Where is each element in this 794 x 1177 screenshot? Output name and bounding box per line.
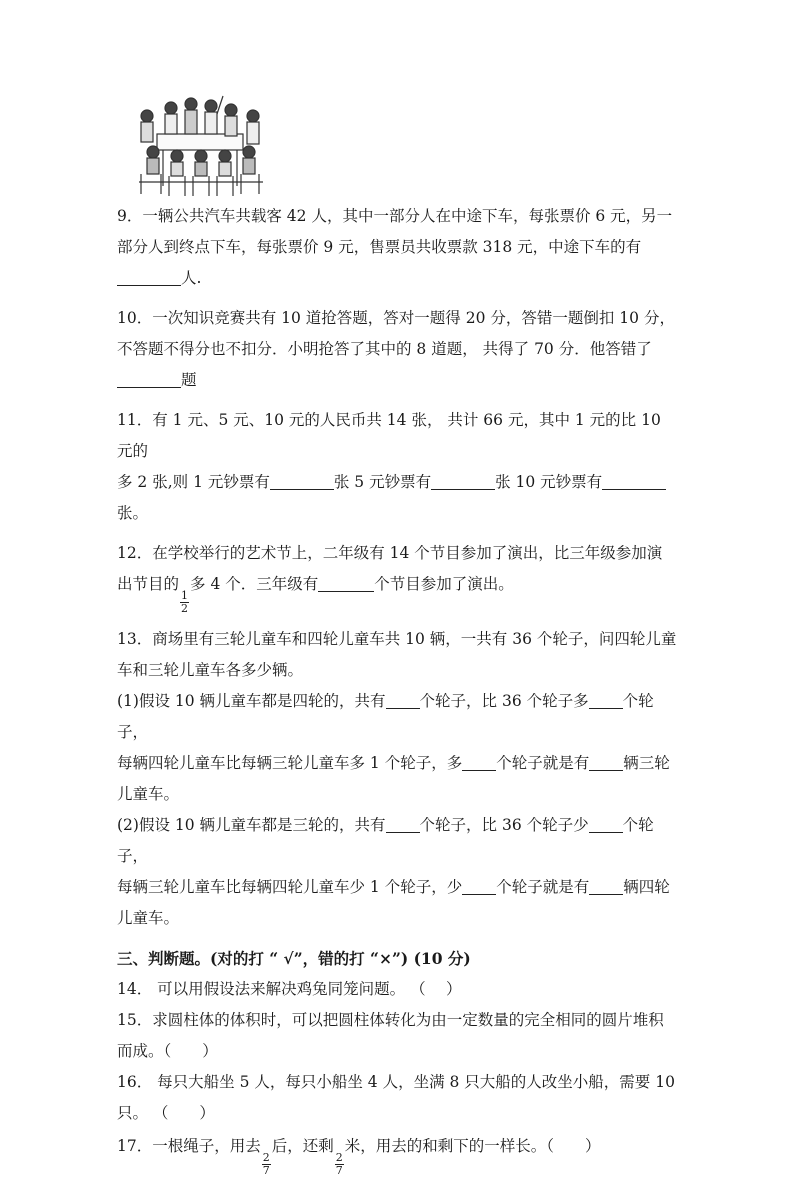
q10-line2: 不答题不得分也不扣分．小明抢答了其中的 8 道题， 共得了 70 分．他答错了: [117, 340, 652, 358]
q13-s2-b: 个轮子，比 36 个轮子少: [419, 816, 589, 834]
q17-part3: 米，用去的和剩下的一样长。（ ）: [344, 1137, 601, 1155]
q16-line2: 只。 （ ）: [117, 1104, 215, 1122]
q15-line1: 15．求圆柱体的体积时，可以把圆柱体转化为由一定数量的完全相同的圆片堆积: [117, 1011, 664, 1029]
q13-s2-blank-less[interactable]: [589, 814, 623, 833]
q13-s2-e: 个轮子就是有: [496, 878, 590, 896]
q11-line1: 11．有 1 元、5 元、10 元的人民币共 14 张， 共计 66 元，其中 1 元的比 10 元的: [117, 411, 661, 460]
q13-s1-e: 个轮子就是有: [496, 754, 590, 772]
q13-s2-a: (2)假设 10 辆儿童车都是三轮的，共有: [117, 816, 386, 834]
q11-tail: 张。: [117, 504, 149, 522]
q13-s1-line2: [117, 748, 677, 779]
q13-s2-c: 个轮子，: [117, 816, 654, 865]
q10-tail: 题: [181, 371, 197, 389]
q12-frac-den: 2: [181, 602, 189, 615]
q17-fraction-2: [335, 1152, 344, 1177]
q13-s1-blank-count[interactable]: [589, 752, 623, 771]
q9-line3: [117, 263, 677, 294]
q13-s1-f: 辆三轮: [623, 754, 670, 772]
q13-s2-line1: [117, 810, 677, 872]
q11-blank-5yuan[interactable]: [431, 471, 495, 490]
question-10: [117, 303, 677, 396]
q13-s2-blank-total[interactable]: [386, 814, 420, 833]
q13-s2-d: 每辆三轮儿童车比每辆四轮儿童车少 1 个轮子，少: [117, 878, 463, 896]
q13-line1: 13．商场里有三轮儿童车和四轮儿童车共 10 辆，一共有 36 个轮子，问四轮儿童: [117, 630, 677, 648]
question-13: [117, 624, 677, 934]
q11-part2: 张 5 元钞票有: [333, 473, 432, 491]
q9-answer-blank[interactable]: [117, 267, 181, 286]
q12-line2: [117, 569, 677, 615]
q13-s1-line1: [117, 686, 677, 748]
question-12: [117, 538, 677, 615]
question-9: [117, 201, 677, 294]
q13-s2-f: 辆四轮: [623, 878, 670, 896]
q12-part1: 出节目的: [117, 575, 180, 593]
q17-f1-den: 7: [262, 1164, 270, 1177]
q17-f1-num: 2: [262, 1151, 270, 1164]
q15-line2: 而成。（ ）: [117, 1042, 218, 1060]
q13-line2: 车和三轮儿童车各多少辆。: [117, 661, 304, 679]
q9-tail: 人.: [181, 269, 202, 287]
question-17: [117, 1131, 677, 1177]
questions-content: [117, 201, 677, 1177]
q10-line3: [117, 365, 677, 396]
q13-s1-line3: 儿童车。: [117, 785, 180, 803]
q9-line1: 9．一辆公共汽车共载客 42 人，其中一部分人在中途下车，每张票价 6 元，另一: [117, 207, 673, 225]
q11-part1: 多 2 张,则 1 元钞票有: [117, 473, 270, 491]
q13-s1-d: 每辆四轮儿童车比每辆三轮儿童车多 1 个轮子，多: [117, 754, 463, 772]
q11-part3: 张 10 元钞票有: [495, 473, 603, 491]
question-16: [117, 1067, 677, 1129]
section-3-title: 三、判断题。(对的打 “ √”，错的打 “×”) (10 分): [117, 949, 471, 968]
q13-s1-b: 个轮子，比 36 个轮子多: [419, 692, 589, 710]
q17-part2: 后，还剩: [271, 1137, 334, 1155]
question-11: [117, 405, 677, 529]
people-at-table-illustration: [127, 86, 273, 198]
q12-frac-num: 1: [181, 589, 189, 602]
q13-s2-line2: [117, 872, 677, 903]
q12-answer-blank[interactable]: [318, 573, 374, 592]
q10-answer-blank[interactable]: [117, 369, 181, 388]
question-14: 14． 可以用假设法来解决鸡兔同笼问题。 （ ）: [117, 980, 462, 998]
q11-blank-10yuan[interactable]: [602, 471, 666, 490]
q11-line2: [117, 467, 677, 498]
q11-blank-1yuan[interactable]: [270, 471, 334, 490]
q12-tail: 个节目参加了演出。: [374, 575, 514, 593]
q13-s1-c: 个轮子，: [117, 692, 654, 741]
q12-fraction: [180, 590, 189, 615]
q13-s2-blank-count[interactable]: [589, 876, 623, 895]
q17-f2-den: 7: [335, 1164, 343, 1177]
q10-line1: 10．一次知识竞赛共有 10 道抢答题，答对一题得 20 分，答错一题倒扣 10 分，: [117, 309, 675, 327]
q17-f2-num: 2: [335, 1151, 343, 1164]
q13-s1-a: (1)假设 10 辆儿童车都是四轮的，共有: [117, 692, 386, 710]
question-15: [117, 1005, 677, 1067]
q12-part2: 多 4 个．三年级有: [190, 575, 319, 593]
q17-fraction-1: [262, 1152, 271, 1177]
q17-part1: 17．一根绳子，用去: [117, 1137, 261, 1155]
q13-s1-blank-total[interactable]: [386, 690, 420, 709]
q13-s2-blank-diff[interactable]: [462, 876, 496, 895]
q9-line2: 部分人到终点下车，每张票价 9 元，售票员共收票款 318 元，中途下车的有: [117, 238, 642, 256]
q13-s2-line3: 儿童车。: [117, 909, 180, 927]
q16-line1: 16． 每只大船坐 5 人，每只小船坐 4 人，坐满 8 只大船的人改坐小船，需要 10: [117, 1073, 675, 1091]
q13-s1-blank-diff[interactable]: [462, 752, 496, 771]
q13-s1-blank-extra[interactable]: [589, 690, 623, 709]
q12-line1: 12．在学校举行的艺术节上，二年级有 14 个节目参加了演出，比三年级参加演: [117, 544, 663, 562]
